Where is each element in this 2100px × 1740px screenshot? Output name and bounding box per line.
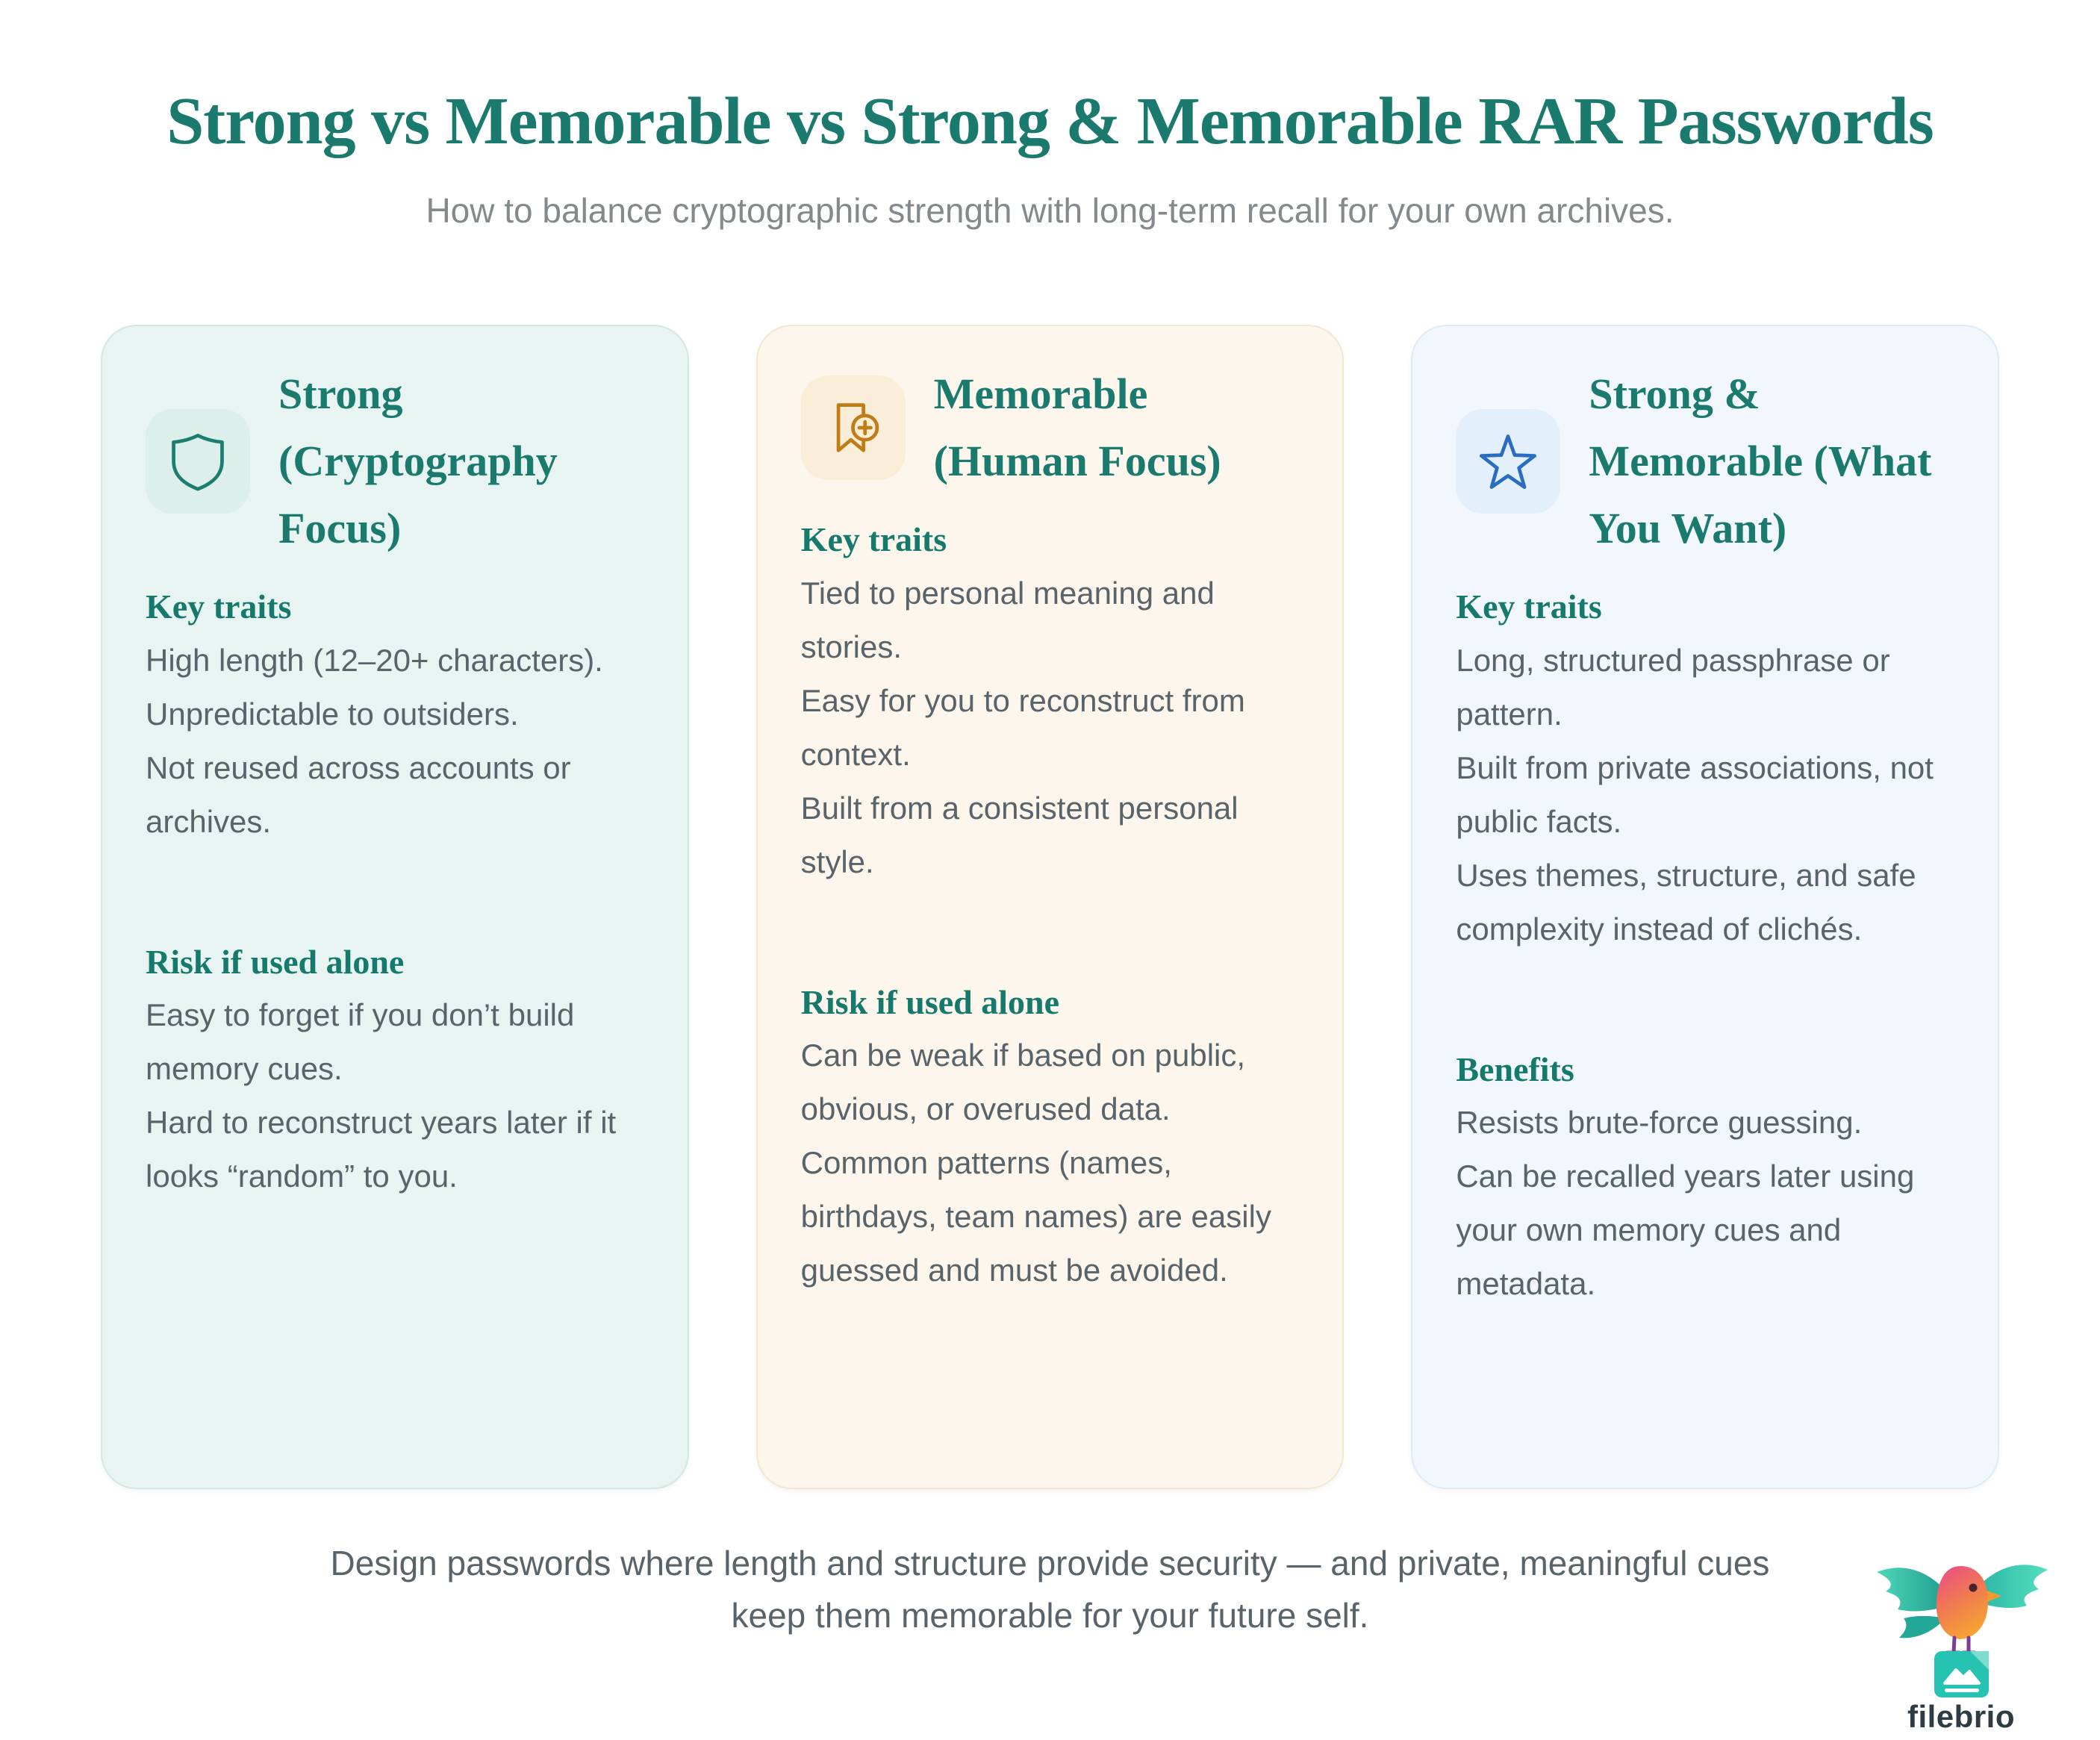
section-line: Hard to reconstruct years later if it looks “random” to you. bbox=[146, 1105, 617, 1194]
cards-row bbox=[0, 325, 2100, 1489]
card-body bbox=[146, 584, 644, 1204]
card-section bbox=[1456, 584, 1954, 956]
section-heading: Key traits bbox=[146, 587, 292, 626]
card-section bbox=[146, 940, 644, 1204]
card-body bbox=[1456, 584, 1954, 1312]
section-line: Uses themes, structure, and safe complexity instead of clichés. bbox=[1456, 857, 1916, 947]
card-section bbox=[801, 980, 1300, 1298]
info-card bbox=[101, 325, 689, 1489]
section-line: Built from private associations, not public facts. bbox=[1456, 749, 1934, 839]
card-icon-box bbox=[801, 375, 906, 480]
card-section bbox=[1456, 1047, 1954, 1312]
card-header bbox=[1456, 361, 1954, 562]
section-heading: Key traits bbox=[1456, 587, 1602, 626]
section-line: Tied to personal meaning and stories. bbox=[800, 575, 1215, 664]
brand-name: filebrio bbox=[1907, 1699, 2015, 1734]
page-title: Strong vs Memorable vs Strong & Memorable RAR Passwords bbox=[166, 84, 1934, 158]
section-line: Can be recalled years later using your own memory cues and metadata. bbox=[1456, 1159, 1915, 1302]
section-line: Unpredictable to outsiders. bbox=[146, 696, 519, 732]
section-line: Long, structured passphrase or pattern. bbox=[1456, 642, 1890, 732]
section-line: Common patterns (names, birthdays, team names) are easily guessed and must be avoided. bbox=[800, 1145, 1271, 1288]
card-title: Strong (Cryptography Focus) bbox=[278, 369, 558, 552]
shield-icon bbox=[165, 428, 231, 494]
info-card bbox=[1411, 325, 1999, 1489]
footer-line-2: keep them memorable for your future self. bbox=[731, 1596, 1369, 1635]
card-icon-box bbox=[1456, 409, 1560, 514]
card-title: Memorable (Human Focus) bbox=[933, 369, 1221, 485]
card-section bbox=[146, 584, 644, 849]
footer-line-1: Design passwords where length and structure provide security — and private, meaningful cues bbox=[330, 1544, 1770, 1583]
section-heading: Key traits bbox=[800, 520, 947, 558]
bird-on-file-logo-icon bbox=[1860, 1547, 2062, 1699]
section-line: Built from a consistent personal style. bbox=[800, 790, 1238, 879]
section-line: Easy for you to reconstruct from context. bbox=[800, 682, 1245, 772]
card-title: Strong & Memorable (What You Want) bbox=[1589, 369, 1932, 552]
section-line: Can be weak if based on public, obvious, or overused data. bbox=[800, 1038, 1246, 1127]
card-header bbox=[146, 361, 644, 562]
section-line: Not reused across accounts or archives. bbox=[146, 749, 571, 839]
section-line: High length (12–20+ characters). bbox=[146, 642, 603, 678]
star-icon bbox=[1475, 428, 1541, 494]
section-line: Resists brute-force guessing. bbox=[1456, 1105, 1863, 1141]
bookmark-plus-icon bbox=[820, 395, 886, 461]
info-card bbox=[756, 325, 1345, 1489]
filebrio-logo bbox=[1857, 1547, 2066, 1735]
card-header bbox=[801, 361, 1300, 495]
card-section bbox=[801, 517, 1300, 889]
section-heading: Risk if used alone bbox=[146, 942, 405, 981]
page-subtitle: How to balance cryptographic strength with long-term recall for your own archives. bbox=[426, 191, 1674, 230]
card-body bbox=[801, 517, 1300, 1298]
section-heading: Benefits bbox=[1456, 1050, 1574, 1088]
footer-note bbox=[0, 1537, 2100, 1641]
card-icon-box bbox=[146, 409, 250, 514]
section-heading: Risk if used alone bbox=[800, 982, 1060, 1021]
section-line: Easy to forget if you don’t build memory cues. bbox=[146, 997, 575, 1087]
